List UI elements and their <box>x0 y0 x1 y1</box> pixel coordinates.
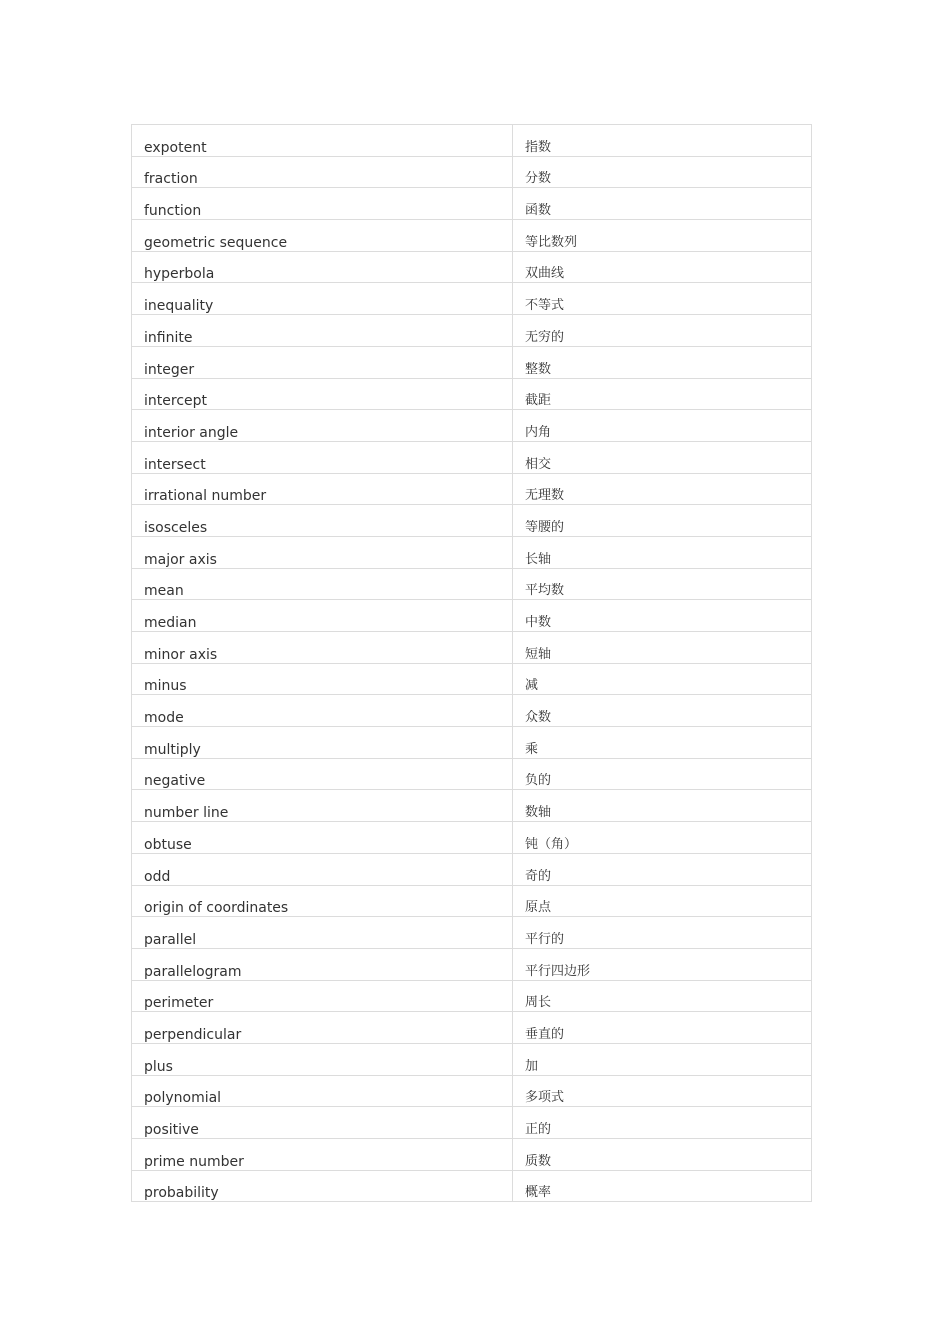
chinese-term: 内角 <box>525 424 552 440</box>
english-term-cell <box>132 663 513 695</box>
chinese-term-cell <box>513 917 812 949</box>
table-row <box>132 917 812 949</box>
english-term-cell <box>132 790 513 822</box>
chinese-term: 函数 <box>525 203 552 219</box>
english-term-cell <box>132 980 513 1012</box>
table-row <box>132 1075 812 1107</box>
table-row <box>132 632 812 664</box>
english-term: interior angle <box>144 424 239 441</box>
english-term: origin of coordinates <box>144 900 289 917</box>
english-term: obtuse <box>144 836 192 853</box>
english-term-cell <box>132 251 513 283</box>
chinese-term-cell <box>513 758 812 790</box>
english-term: intercept <box>144 393 207 410</box>
chinese-term-cell <box>513 600 812 632</box>
chinese-term: 不等式 <box>525 298 565 314</box>
chinese-term-cell <box>513 346 812 378</box>
chinese-term: 中数 <box>525 615 552 630</box>
chinese-term: 正的 <box>525 1122 552 1137</box>
chinese-term: 无穷的 <box>525 329 565 345</box>
english-term-cell <box>132 156 513 188</box>
chinese-term-cell <box>513 695 812 727</box>
english-term-cell <box>132 948 513 980</box>
chinese-term: 概率 <box>525 1185 552 1201</box>
chinese-term-cell <box>513 1139 812 1171</box>
english-term-cell <box>132 600 513 632</box>
english-term-cell <box>132 505 513 537</box>
english-term-cell <box>132 632 513 664</box>
chinese-term-cell <box>513 473 812 505</box>
chinese-term: 截距 <box>525 393 552 409</box>
chinese-term-cell <box>513 1107 812 1139</box>
table-row <box>132 188 812 220</box>
chinese-term: 指数 <box>525 139 552 155</box>
chinese-term-cell <box>513 1043 812 1075</box>
table-row <box>132 853 812 885</box>
english-term-cell <box>132 378 513 410</box>
english-term-cell <box>132 885 513 917</box>
table-row <box>132 505 812 537</box>
table-row <box>132 346 812 378</box>
english-term: odd <box>144 868 171 885</box>
english-term: multiply <box>144 741 201 758</box>
english-term: geometric sequence <box>144 234 288 251</box>
chinese-term-cell <box>513 1170 812 1202</box>
english-term: isosceles <box>144 519 208 536</box>
english-term-cell <box>132 853 513 885</box>
english-term-cell <box>132 188 513 220</box>
table-row <box>132 663 812 695</box>
chinese-term: 加 <box>525 1058 539 1074</box>
table-row <box>132 1107 812 1139</box>
chinese-term: 众数 <box>525 710 552 726</box>
chinese-term-cell <box>513 378 812 410</box>
english-term: parallel <box>144 931 197 948</box>
chinese-term: 平行的 <box>525 931 565 947</box>
chinese-term: 等比数列 <box>525 234 578 250</box>
english-term-cell <box>132 758 513 790</box>
chinese-term: 长轴 <box>525 551 552 567</box>
english-term-cell <box>132 536 513 568</box>
english-term: polynomial <box>144 1090 222 1107</box>
chinese-term: 奇的 <box>525 868 552 884</box>
table-row <box>132 473 812 505</box>
english-term: negative <box>144 773 206 790</box>
chinese-term-cell <box>513 790 812 822</box>
chinese-term-cell <box>513 441 812 473</box>
english-term-cell <box>132 1107 513 1139</box>
chinese-term: 多项式 <box>525 1090 565 1106</box>
english-term: inequality <box>144 298 214 315</box>
chinese-term-cell <box>513 283 812 315</box>
table-row <box>132 790 812 822</box>
table-row <box>132 948 812 980</box>
chinese-term-cell <box>513 125 812 157</box>
english-term: expotent <box>144 139 207 156</box>
table-row <box>132 980 812 1012</box>
english-term: parallelogram <box>144 963 242 980</box>
chinese-term-cell <box>513 251 812 283</box>
chinese-term-cell <box>513 188 812 220</box>
english-term-cell <box>132 220 513 252</box>
chinese-term: 钝（角） <box>525 836 578 852</box>
chinese-term-cell <box>513 822 812 854</box>
chinese-term: 负的 <box>525 773 552 789</box>
english-term: plus <box>144 1058 173 1075</box>
chinese-term-cell <box>513 156 812 188</box>
english-term: number line <box>144 805 229 822</box>
chinese-term-cell <box>513 727 812 759</box>
chinese-term: 乘 <box>525 741 539 757</box>
english-term-cell <box>132 822 513 854</box>
chinese-term-cell <box>513 568 812 600</box>
english-term-cell <box>132 1043 513 1075</box>
chinese-term: 平均数 <box>525 583 565 599</box>
english-term-cell <box>132 1170 513 1202</box>
table-row <box>132 1043 812 1075</box>
table-row <box>132 885 812 917</box>
english-term-cell <box>132 473 513 505</box>
chinese-term-cell <box>513 1012 812 1044</box>
english-term-cell <box>132 410 513 442</box>
english-term: perpendicular <box>144 1026 242 1043</box>
english-term-cell <box>132 283 513 315</box>
table-row <box>132 220 812 252</box>
chinese-term-cell <box>513 1075 812 1107</box>
english-term: mean <box>144 583 184 600</box>
chinese-term: 平行四边形 <box>525 963 591 979</box>
table-row <box>132 1139 812 1171</box>
english-term-cell <box>132 346 513 378</box>
english-term: minor axis <box>144 646 218 663</box>
english-term: median <box>144 615 197 631</box>
chinese-term-cell <box>513 948 812 980</box>
table-row <box>132 441 812 473</box>
chinese-term-cell <box>513 980 812 1012</box>
english-term-cell <box>132 917 513 949</box>
glossary-table-body <box>132 125 812 1202</box>
chinese-term: 相交 <box>525 456 552 472</box>
english-term: prime number <box>144 1153 244 1170</box>
english-term: function <box>144 203 202 220</box>
english-term: fraction <box>144 171 198 188</box>
chinese-term: 原点 <box>525 900 552 916</box>
chinese-term-cell <box>513 853 812 885</box>
table-row <box>132 156 812 188</box>
english-term-cell <box>132 315 513 347</box>
chinese-term-cell <box>513 885 812 917</box>
chinese-term: 无理数 <box>525 488 565 504</box>
english-term: major axis <box>144 551 217 568</box>
english-term: positive <box>144 1122 199 1138</box>
english-term-cell <box>132 568 513 600</box>
table-row <box>132 568 812 600</box>
table-row <box>132 822 812 854</box>
table-row <box>132 251 812 283</box>
chinese-term-cell <box>513 663 812 695</box>
chinese-term: 分数 <box>525 171 552 187</box>
chinese-term: 整数 <box>525 361 552 377</box>
table-row <box>132 1012 812 1044</box>
english-term-cell <box>132 1075 513 1107</box>
table-row <box>132 727 812 759</box>
glossary-table <box>131 124 812 1202</box>
chinese-term-cell <box>513 220 812 252</box>
table-row <box>132 283 812 315</box>
english-term-cell <box>132 695 513 727</box>
chinese-term-cell <box>513 632 812 664</box>
english-term: probability <box>144 1185 219 1202</box>
chinese-term: 质数 <box>525 1153 552 1169</box>
table-row <box>132 315 812 347</box>
english-term: minus <box>144 678 187 695</box>
english-term: intersect <box>144 456 206 473</box>
english-term: perimeter <box>144 995 214 1012</box>
table-row <box>132 536 812 568</box>
chinese-term-cell <box>513 505 812 537</box>
english-term-cell <box>132 727 513 759</box>
table-row <box>132 695 812 727</box>
chinese-term: 等腰的 <box>525 519 565 535</box>
chinese-term: 双曲线 <box>525 266 565 282</box>
english-term-cell <box>132 1012 513 1044</box>
table-row <box>132 1170 812 1202</box>
english-term: infinite <box>144 329 193 346</box>
chinese-term-cell <box>513 410 812 442</box>
chinese-term: 垂直的 <box>525 1026 565 1042</box>
english-term: mode <box>144 710 184 727</box>
chinese-term: 数轴 <box>525 805 552 821</box>
english-term: irrational number <box>144 488 267 505</box>
table-row <box>132 600 812 632</box>
table-row <box>132 378 812 410</box>
chinese-term-cell <box>513 315 812 347</box>
chinese-term: 周长 <box>525 995 552 1011</box>
english-term-cell <box>132 125 513 157</box>
chinese-term-cell <box>513 536 812 568</box>
table-row <box>132 758 812 790</box>
table-row <box>132 410 812 442</box>
english-term: integer <box>144 361 195 378</box>
english-term: hyperbola <box>144 266 215 283</box>
table-row <box>132 125 812 157</box>
english-term-cell <box>132 441 513 473</box>
english-term-cell <box>132 1139 513 1171</box>
chinese-term: 减 <box>525 678 539 694</box>
chinese-term: 短轴 <box>525 646 552 662</box>
